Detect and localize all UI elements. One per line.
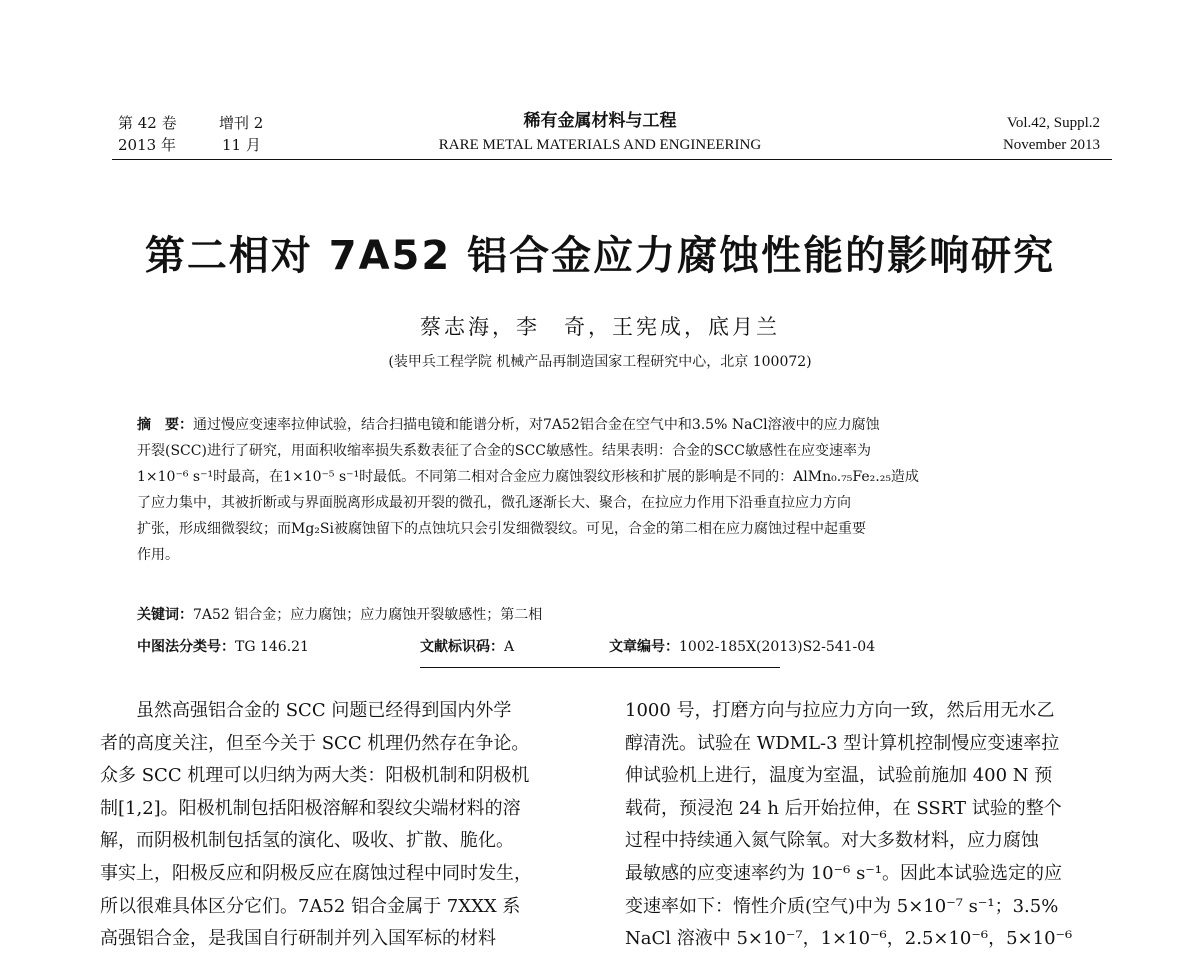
header-rule	[112, 159, 1112, 160]
body-left-line: 众多 SCC 机理可以归纳为两大类：阳极机制和阴极机	[100, 765, 530, 787]
article-number-label: 文章编号：	[609, 639, 679, 655]
abstract	[137, 412, 1067, 568]
abstract-line-6: 作用。	[137, 547, 179, 563]
journal-title-en: RARE METAL MATERIALS AND ENGINEERING	[438, 137, 762, 153]
body-right-line: 过程中持续通入氮气除氧。对大多数材料，应力腐蚀	[625, 830, 1039, 852]
body-right-line: 载荷，预浸泡 24 h 后开始拉伸，在 SSRT 试验的整个	[625, 797, 1062, 819]
body-left-line: 所以很难具体区分它们。7A52 铝合金属于 7XXX 系	[100, 895, 521, 917]
doc-code-value: A	[504, 639, 515, 655]
body-right-line: 1000 号，打磨方向与拉应力方向一致，然后用无水乙	[625, 700, 1055, 721]
doc-code-label: 文献标识码：	[420, 639, 504, 655]
affiliation: (装甲兵工程学院 机械产品再制造国家工程研究中心，北京 100072)	[388, 354, 812, 370]
abstract-line-1: 摘 要：通过慢应变速率拉伸试验，结合扫描电镜和能谱分析，对7A52铝合金在空气中和3.5% NaCl溶液中的应力腐蚀	[137, 417, 880, 433]
paper-title: 第二相对 7A52 铝合金应力腐蚀性能的影响研究	[144, 233, 1056, 279]
body-right-line: NaCl 溶液中 5×10⁻⁷，1×10⁻⁶，2.5×10⁻⁶，5×10⁻⁶	[625, 928, 1073, 950]
body-column-left	[100, 695, 585, 956]
body-column-right	[625, 695, 1110, 956]
header-volume-en: Vol.42, Suppl.2	[1006, 115, 1100, 131]
abstract-line-2: 开裂(SCC)进行了研究，用面积收缩率损失系数表征了合金的SCC敏感性。结果表明：合金的SCC敏感性在应变速率为	[137, 443, 871, 459]
classification-value: TG 146.21	[235, 639, 309, 655]
body-left-line: 者的高度关注，但至今关于 SCC 机理仍然存在争论。	[100, 732, 530, 754]
header-supplement-cn: 增刊 2	[219, 114, 264, 132]
body-right-line: 伸试验机上进行，温度为室温，试验前施加 400 N 预	[625, 765, 1053, 787]
body-left-line: 解，而阴极机制包括氢的演化、吸收、扩散、脆化。	[100, 830, 514, 852]
classification	[137, 636, 309, 658]
abstract-divider	[420, 667, 780, 668]
header-volume-cn: 第 42 卷	[118, 114, 177, 132]
body-right-line: 变速率如下：惰性介质(空气)中为 5×10⁻⁷ s⁻¹；3.5%	[625, 895, 1059, 917]
body-left-line: 高强铝合金，是我国自行研制并列入国军标的材料	[100, 928, 496, 950]
journal-title-cn: 稀有金属材料与工程	[523, 111, 677, 131]
abstract-line-4: 了应力集中，其被折断或与界面脱离形成最初开裂的微孔，微孔逐渐长大、聚合，在拉应力作用下沿垂直拉应力方向	[137, 495, 851, 511]
header-date-en: November 2013	[1002, 137, 1100, 153]
classification-label: 中图法分类号：	[137, 639, 235, 655]
header-year-cn: 2013 年	[118, 136, 176, 154]
authors: 蔡志海，李 奇，王宪成，底月兰	[420, 315, 780, 339]
keywords	[137, 604, 542, 626]
keywords-label: 关键词：	[137, 607, 193, 623]
keywords-value: 7A52 铝合金；应力腐蚀；应力腐蚀开裂敏感性；第二相	[193, 607, 543, 623]
body-left-line: 事实上，阳极反应和阴极反应在腐蚀过程中同时发生，	[100, 862, 532, 884]
body-left-line: 制[1,2]。阳极机制包括阳极溶解和裂纹尖端材料的溶	[100, 797, 521, 819]
article-number	[609, 636, 875, 658]
body-left-line: 虽然高强铝合金的 SCC 问题已经得到国内外学	[100, 700, 512, 721]
article-number-value: 1002-185X(2013)S2-541-04	[679, 639, 876, 655]
doc-code	[420, 636, 514, 658]
abstract-line-3: 1×10⁻⁶ s⁻¹时最高，在1×10⁻⁵ s⁻¹时最低。不同第二相对合金应力腐蚀裂纹形核和扩展的影响是不同的：AlMn₀.₇₅Fe₂.₂₅造成	[137, 469, 919, 485]
body-right-line: 醇清洗。试验在 WDML-3 型计算机控制慢应变速率拉	[625, 732, 1060, 754]
abstract-label: 摘 要：	[137, 417, 193, 433]
body-right-line: 最敏感的应变速率约为 10⁻⁶ s⁻¹。因此本试验选定的应	[625, 862, 1063, 884]
abstract-line-5: 扩张，形成细微裂纹；而Mg₂Si被腐蚀留下的点蚀坑只会引发细微裂纹。可见，合金的第二相在应力腐蚀过程中起重要	[137, 521, 866, 537]
header-month-cn: 11 月	[222, 136, 261, 154]
